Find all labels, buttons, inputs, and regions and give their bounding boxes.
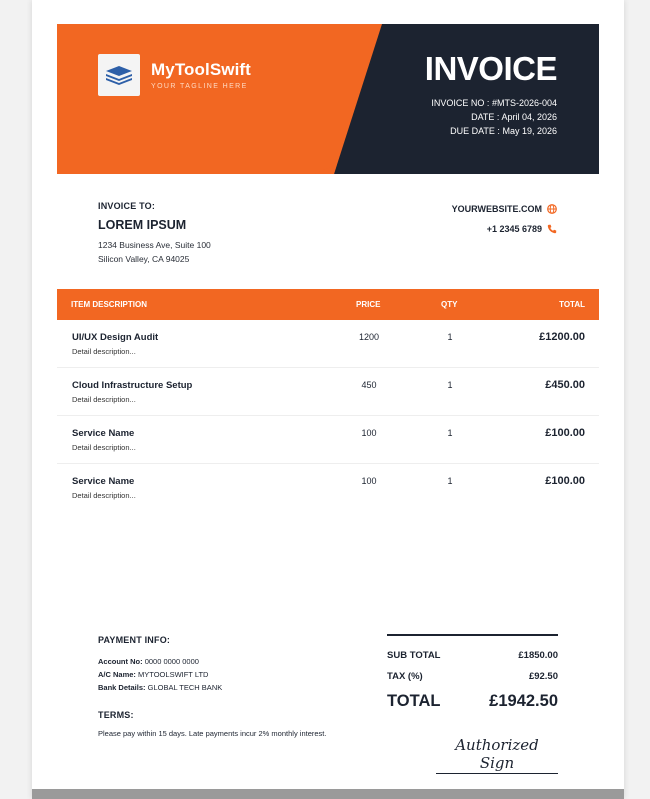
terms-text: Please pay within 15 days. Late payments incur 2% monthly interest.: [98, 729, 327, 738]
item-qty: 1: [447, 332, 453, 342]
item-total: £100.00: [545, 427, 585, 439]
table-row: [57, 320, 599, 368]
item-qty: 1: [447, 380, 453, 390]
invoice-due-label: DUE DATE :: [450, 126, 500, 136]
table-row: [57, 464, 599, 511]
address-line-2: Silicon Valley, CA 94025: [98, 254, 190, 264]
invoice-date: April 04, 2026: [501, 112, 557, 122]
item-description: Detail description...: [72, 395, 136, 404]
account-name-line: [98, 668, 326, 681]
invoice-title: INVOICE: [424, 50, 557, 87]
bank-details-line: [98, 681, 326, 694]
item-name: UI/UX Design Audit: [72, 332, 159, 343]
authorized-signature: Authorized Sign: [436, 736, 558, 774]
brand-logo: [98, 54, 140, 96]
tax-row: [387, 671, 558, 682]
header-price: PRICE: [356, 300, 381, 309]
item-price: 100: [361, 476, 377, 486]
invoice-due-row: [431, 124, 557, 138]
grand-total-value: £1942.50: [489, 692, 558, 710]
account-name: MYTOOLSWIFT LTD: [138, 670, 209, 679]
table-row: [57, 368, 599, 416]
item-price: 450: [361, 380, 377, 390]
invoice-number-row: [431, 96, 557, 110]
item-price: 1200: [358, 332, 380, 342]
header-qty: QTY: [441, 300, 458, 309]
account-number: 0000 0000 0000: [144, 657, 199, 666]
subtotal-label: SUB TOTAL: [387, 650, 441, 661]
item-total: £1200.00: [539, 331, 585, 343]
table-header: [57, 289, 599, 320]
payment-details: [98, 655, 326, 694]
brand-name: MyToolSwift: [151, 60, 251, 79]
item-total: £100.00: [545, 475, 585, 487]
phone-line: [452, 222, 557, 235]
invoice-meta: [431, 96, 557, 138]
subtotal-value: £1850.00: [518, 650, 558, 661]
item-qty: 1: [447, 428, 453, 438]
item-price: 100: [361, 428, 377, 438]
invoice-date-label: DATE :: [471, 112, 500, 122]
item-description: Detail description...: [72, 491, 136, 500]
phone-text[interactable]: +1 2345 6789: [486, 223, 542, 234]
invoice-header: [57, 24, 599, 174]
bank-details-label: Bank Details:: [98, 683, 146, 692]
account-number-line: [98, 655, 326, 668]
subtotal-row: [387, 650, 558, 661]
client-name: LOREM IPSUM: [98, 218, 187, 232]
account-name-label: A/C Name:: [98, 670, 136, 679]
grand-total-label: TOTAL: [387, 692, 441, 710]
account-number-label: Account No:: [98, 657, 143, 666]
header-description: ITEM DESCRIPTION: [71, 300, 148, 309]
terms-label: TERMS:: [98, 710, 134, 720]
tax-label: TAX (%): [387, 671, 423, 682]
globe-icon: [547, 204, 557, 214]
phone-icon: [547, 224, 557, 234]
website-text[interactable]: YOURWEBSITE.COM: [451, 203, 542, 214]
client-address: [98, 238, 211, 266]
website-line: [452, 202, 557, 215]
header-total: TOTAL: [559, 300, 585, 309]
bill-to-label: INVOICE TO:: [98, 201, 156, 211]
invoice-date-row: [431, 110, 557, 124]
payment-section: [98, 635, 326, 738]
contact-section: [452, 202, 557, 242]
item-name: Service Name: [72, 428, 135, 439]
payment-label: PAYMENT INFO:: [98, 635, 171, 645]
footer-strip: [32, 789, 624, 799]
item-total: £450.00: [545, 379, 585, 391]
address-line-1: 1234 Business Ave, Suite 100: [98, 240, 211, 250]
stacked-layers-icon: [104, 64, 134, 86]
brand-tagline: YOUR TAGLINE HERE: [151, 83, 248, 90]
item-qty: 1: [447, 476, 453, 486]
bill-to-section: [98, 201, 211, 266]
grand-total-row: [387, 692, 558, 711]
totals-summary: [387, 634, 558, 711]
items-table: [57, 289, 599, 511]
invoice-due-date: May 19, 2026: [502, 126, 557, 136]
item-name: Service Name: [72, 476, 135, 487]
item-name: Cloud Infrastructure Setup: [72, 380, 193, 391]
item-description: Detail description...: [72, 347, 136, 356]
invoice-number: #MTS-2026-004: [491, 98, 557, 108]
table-row: [57, 416, 599, 464]
invoice-number-label: INVOICE NO :: [431, 98, 490, 108]
item-description: Detail description...: [72, 443, 136, 452]
bank-details: GLOBAL TECH BANK: [147, 683, 223, 692]
tax-value: £92.50: [528, 671, 558, 682]
invoice-page: [32, 0, 624, 799]
